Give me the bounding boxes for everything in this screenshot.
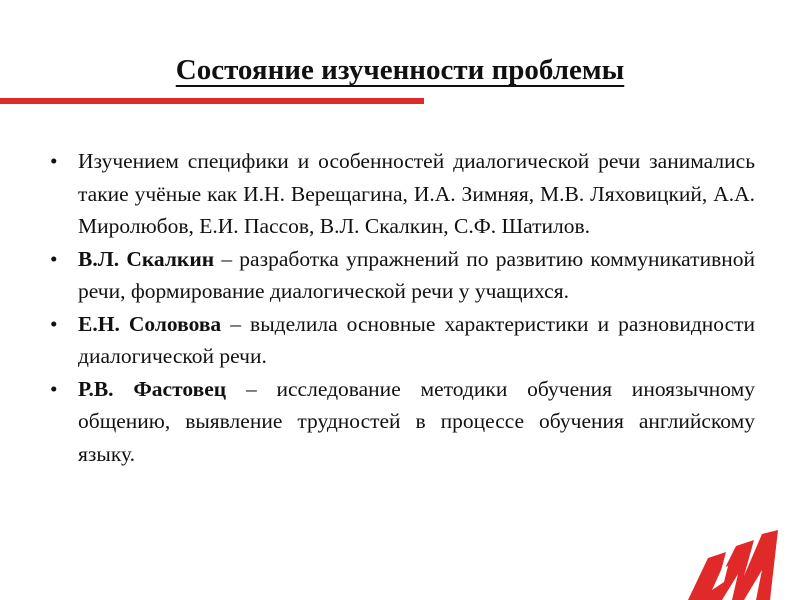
- bullet-item: [50, 145, 755, 243]
- bullet-item: [50, 308, 755, 373]
- bullet-bold-text: Е.Н. Соловова: [78, 311, 222, 336]
- bullet-bold-text: Р.В. Фастовец: [78, 376, 227, 401]
- bullet-icon: •: [50, 311, 58, 336]
- bullet-item: [50, 373, 755, 471]
- bullet-icon: •: [50, 149, 58, 173]
- bullet-text: Изучением специфики и особенностей диалогической речи занимались такие учёные как И.Н. Верещагина, И.А. Зимняя, М.В. Ляховицкий, А.А. Миролюбов, Е.И. Пассов, В.Л. Скалкин, С.Ф. Шатилов.: [78, 149, 755, 238]
- bullet-icon: •: [50, 376, 58, 401]
- bullet-text: – исследование методики обучения иноязычному общению, выявление трудностей в процессе обучения английскому языку.: [78, 376, 756, 466]
- slide-title: [0, 50, 800, 90]
- bullet-bold-text: В.Л. Скалкин: [78, 246, 215, 271]
- bullet-text: – выделила основные характеристики и разновидности диалогической речи.: [78, 311, 756, 368]
- bullet-item: [50, 243, 755, 308]
- slide-title-text: Состояние изученности проблемы: [175, 54, 625, 86]
- bullet-icon: •: [50, 246, 58, 271]
- title-accent-bar: [0, 98, 424, 104]
- bullet-text: – разработка упражнений по развитию коммуникативной речи, формирование диалогической речи у учащихся.: [78, 246, 755, 303]
- red-m-logo-icon: [688, 530, 778, 600]
- bullet-list: [50, 145, 755, 470]
